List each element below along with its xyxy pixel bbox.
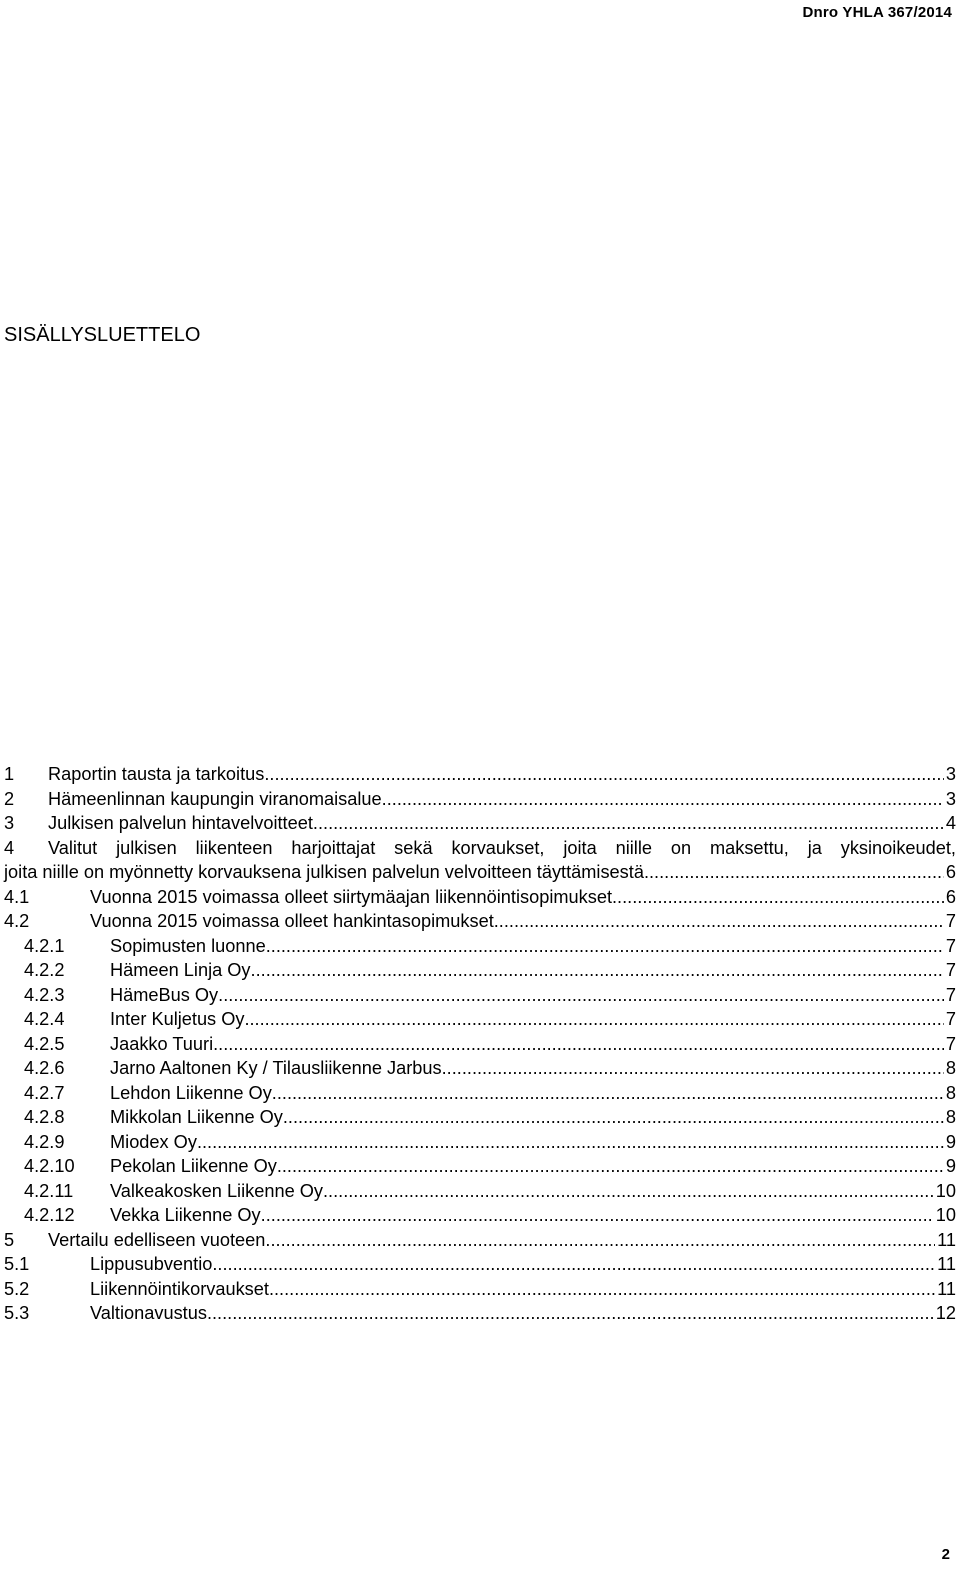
dot-leader <box>323 1179 934 1204</box>
toc-entry-number: 4.2.2 <box>24 960 65 980</box>
dot-leader <box>213 1032 944 1057</box>
toc-entry-number: 5.2 <box>4 1278 30 1299</box>
toc-entry[interactable] <box>4 1301 956 1326</box>
dot-leader <box>197 1130 944 1155</box>
toc-entry-title: Lippusubventio <box>90 1254 213 1274</box>
toc-entry[interactable] <box>4 787 956 812</box>
toc-entry-page: 3 <box>945 764 956 784</box>
toc-entry-number: 5.3 <box>4 1303 30 1323</box>
toc-entry-page: 12 <box>935 1303 956 1323</box>
toc-entry-title: Mikkolan Liikenne Oy <box>110 1107 283 1127</box>
dot-leader <box>212 1252 935 1277</box>
toc-entry-title: Julkisen palvelun hintavelvoitteet <box>48 813 313 833</box>
dot-leader <box>244 1007 943 1032</box>
toc-entry-title: Valtionavustus <box>90 1303 207 1323</box>
toc-entry-number: 4.2 <box>4 911 30 931</box>
toc-entry-page: 10 <box>935 1205 956 1225</box>
toc-entry-title: Jaakko Tuuri <box>110 1033 214 1054</box>
toc-entry[interactable] <box>4 811 956 836</box>
toc-entry[interactable] <box>4 1154 956 1179</box>
dot-leader <box>644 860 944 885</box>
toc-entry-page: 6 <box>945 886 956 907</box>
toc-entry[interactable] <box>4 1056 956 1081</box>
toc-entry[interactable] <box>4 1007 956 1032</box>
toc-entry-page: 7 <box>945 1009 956 1029</box>
dot-leader <box>272 1081 944 1106</box>
toc-entry-number: 4.2.6 <box>24 1058 65 1078</box>
dot-leader <box>261 1203 934 1228</box>
toc-entry-number: 4.2.12 <box>24 1205 75 1225</box>
dot-leader <box>494 909 944 934</box>
toc-entry-page: 7 <box>945 984 956 1005</box>
dot-leader <box>218 983 944 1008</box>
toc-entry-number: 3 <box>4 813 15 833</box>
table-of-contents <box>4 762 956 1326</box>
toc-entry[interactable] <box>4 762 956 787</box>
dot-leader <box>251 958 944 983</box>
toc-entry-title: Liikennöintikorvaukset <box>90 1278 269 1299</box>
toc-entry-page: 7 <box>945 911 956 931</box>
toc-entry[interactable] <box>4 958 956 983</box>
toc-entry-title: Vertailu edelliseen vuoteen <box>48 1229 266 1250</box>
toc-entry[interactable] <box>4 1277 956 1302</box>
toc-entry-number: 4.2.3 <box>24 984 65 1005</box>
toc-entry-title: Hämeenlinnan kaupungin viranomaisalue <box>48 788 382 809</box>
toc-entry[interactable] <box>4 885 956 910</box>
toc-entry-title-line2: joita niille on myönnetty korvauksena julkisen palvelun velvoitteen täyttämisestä <box>4 862 644 882</box>
dot-leader <box>269 1277 935 1302</box>
toc-entry-title: Vuonna 2015 voimassa olleet hankintasopimukset <box>90 911 494 931</box>
dot-leader <box>283 1105 944 1130</box>
toc-title: SISÄLLYSLUETTELO <box>4 324 201 346</box>
toc-entry-page: 11 <box>937 1254 956 1274</box>
toc-entry-title: HämeBus Oy <box>110 984 219 1005</box>
toc-entry[interactable] <box>4 1179 956 1204</box>
toc-entry-page: 3 <box>945 788 956 809</box>
dot-leader <box>612 885 944 910</box>
toc-entry-number: 1 <box>4 764 15 784</box>
toc-entry-number: 2 <box>4 788 15 809</box>
toc-entry[interactable] <box>4 983 956 1008</box>
toc-entry-title: Sopimusten luonne <box>110 935 266 956</box>
toc-entry[interactable] <box>4 1228 956 1253</box>
toc-entry[interactable] <box>4 1203 956 1228</box>
dot-leader <box>382 787 944 812</box>
toc-entry-title: Pekolan Liikenne Oy <box>110 1156 277 1176</box>
toc-entry[interactable] <box>4 1032 956 1057</box>
dot-leader <box>266 934 944 959</box>
toc-entry-page: 7 <box>945 960 956 980</box>
toc-entry-title: Valkeakosken Liikenne Oy <box>110 1180 323 1201</box>
toc-entry-page: 9 <box>945 1156 956 1176</box>
dot-leader <box>207 1301 934 1326</box>
dot-leader <box>277 1154 944 1179</box>
toc-entry[interactable] <box>4 909 956 934</box>
dot-leader <box>442 1056 944 1081</box>
dot-leader <box>313 811 944 836</box>
toc-entry-number: 4.1 <box>4 886 30 907</box>
toc-entry-title: Miodex Oy <box>110 1131 197 1152</box>
toc-entry-title: Inter Kuljetus Oy <box>110 1009 245 1029</box>
toc-entry-page: 8 <box>945 1107 956 1127</box>
toc-entry-title: Hämeen Linja Oy <box>110 960 251 980</box>
document-reference-number: Dnro YHLA 367/2014 <box>802 4 952 21</box>
toc-entry[interactable] <box>4 1130 956 1155</box>
toc-entry[interactable] <box>4 1081 956 1106</box>
toc-entry-page: 8 <box>945 1058 956 1078</box>
toc-entry-number: 4.2.1 <box>24 935 65 956</box>
toc-entry-page: 11 <box>937 1278 956 1299</box>
toc-entry-number: 5 <box>4 1229 15 1250</box>
toc-entry[interactable] <box>4 1252 956 1277</box>
toc-entry-multiline[interactable] <box>4 836 956 885</box>
toc-entry-number: 4.2.10 <box>24 1156 75 1176</box>
toc-entry-number: 4.2.9 <box>24 1131 65 1152</box>
toc-entry-title: Vuonna 2015 voimassa olleet siirtymäajan liikennöintisopimukset <box>90 886 612 907</box>
toc-entry-number: 4 <box>4 837 15 858</box>
toc-entry-page: 6 <box>945 862 956 882</box>
toc-entry-title: Jarno Aaltonen Ky / Tilausliikenne Jarbus <box>110 1058 442 1078</box>
toc-entry-title-line1: Valitut julkisen liikenteen harjoittajat sekä korvaukset, joita niille on maksettu, ja yksinoikeudet, <box>48 837 956 858</box>
toc-entry[interactable] <box>4 934 956 959</box>
toc-entry-title: Raportin tausta ja tarkoitus <box>48 764 265 784</box>
toc-entry-page: 9 <box>945 1131 956 1152</box>
toc-entry-number: 4.2.5 <box>24 1033 65 1054</box>
toc-entry-title: Lehdon Liikenne Oy <box>110 1082 272 1103</box>
toc-entry-number: 4.2.11 <box>24 1180 74 1201</box>
toc-entry-number: 4.2.7 <box>24 1082 65 1103</box>
toc-entry-page: 10 <box>935 1180 956 1201</box>
dot-leader <box>265 1228 935 1253</box>
dot-leader <box>264 762 944 787</box>
toc-entry-title: Vekka Liikenne Oy <box>110 1205 261 1225</box>
toc-entry-number: 4.2.8 <box>24 1107 65 1127</box>
toc-entry-page: 7 <box>945 1033 956 1054</box>
toc-entry-page: 11 <box>937 1229 956 1250</box>
toc-entry-page: 7 <box>945 935 956 956</box>
toc-entry-number: 4.2.4 <box>24 1009 65 1029</box>
toc-entry-page: 8 <box>945 1082 956 1103</box>
toc-entry-page: 4 <box>945 813 956 833</box>
page-number: 2 <box>941 1546 950 1563</box>
toc-entry[interactable] <box>4 1105 956 1130</box>
toc-entry-number: 5.1 <box>4 1254 30 1274</box>
